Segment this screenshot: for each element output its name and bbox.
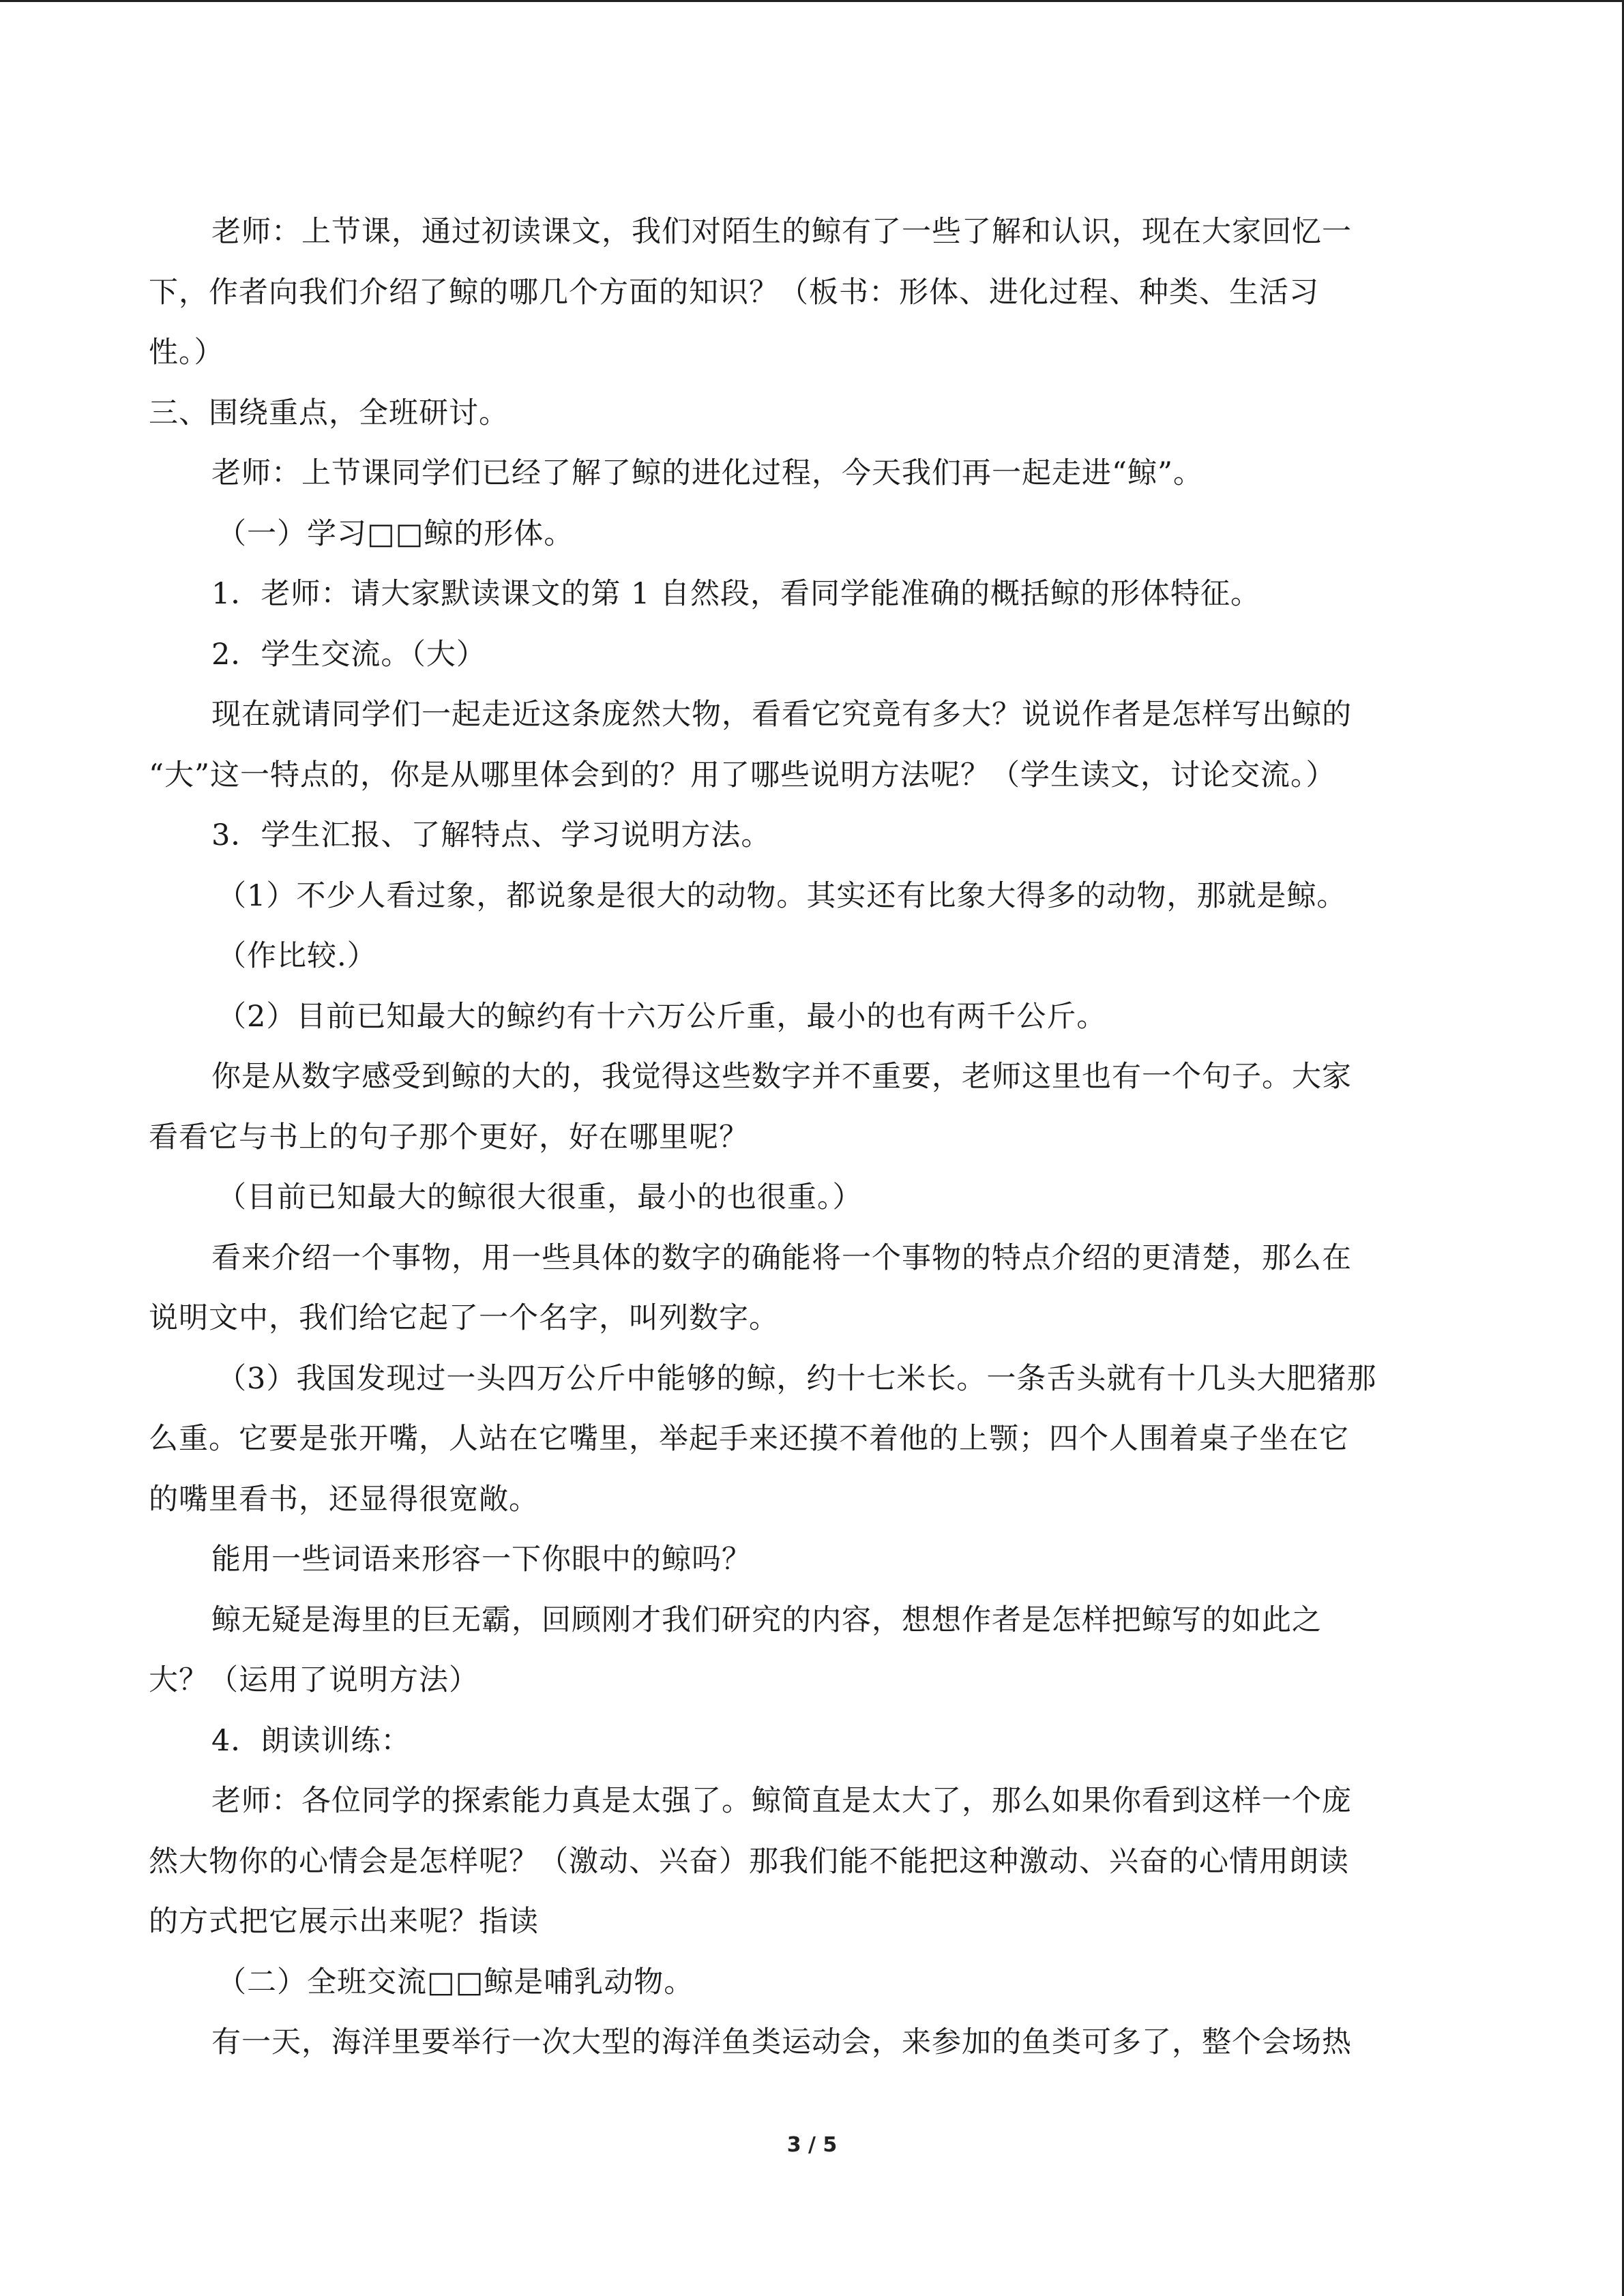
paragraph-line: 看来介绍一个事物，用一些具体的数字的确能将一个事物的特点介绍的更清楚，那么在	[211, 1240, 1352, 1275]
paragraph-line: 大？（运用了说明方法）	[149, 1663, 479, 1697]
paragraph-line: 的方式把它展示出来呢？指读	[149, 1905, 539, 1939]
paragraph-line: （1）不少人看过象，都说象是很大的动物。其实还有比象大得多的动物，那就是鲸。	[217, 878, 1347, 913]
page-number: 3 / 5	[786, 2133, 838, 2157]
paragraph-line: （目前已知最大的鲸很大很重，最小的也很重。）	[217, 1180, 863, 1214]
paragraph-line: （作比较.）	[217, 939, 377, 973]
paragraph-line: 说明文中，我们给它起了一个名字，叫列数字。	[149, 1301, 779, 1335]
paragraph-line: 3．学生汇报、了解特点、学习说明方法。	[211, 818, 771, 852]
paragraph-line: 2．学生交流。（大）	[211, 637, 486, 672]
paragraph-line: 的嘴里看书，还显得很宽敞。	[149, 1482, 539, 1517]
paragraph-line: 你是从数字感受到鲸的大的，我觉得这些数字并不重要，老师这里也有一个句子。大家	[211, 1060, 1352, 1094]
paragraph-line: 鲸无疑是海里的巨无霸，回顾刚才我们研究的内容，想想作者是怎样把鲸写的如此之	[211, 1602, 1322, 1637]
paragraph-line: 4．朗读训练：	[211, 1723, 411, 1758]
paragraph-line: 性。）	[149, 336, 224, 370]
paragraph-line: 老师：上节课同学们已经了解了鲸的进化过程，今天我们再一起走进“鲸”。	[211, 456, 1203, 490]
document-body	[149, 202, 1486, 2073]
paragraph-line: “大”这一特点的，你是从哪里体会到的？用了哪些说明方法呢？（学生读文，讨论交流。）	[149, 758, 1336, 792]
section-heading: 三、围绕重点，全班研讨。	[149, 396, 509, 430]
paragraph-line: 然大物你的心情会是怎样呢？（激动、兴奋）那我们能不能把这种激动、兴奋的心情用朗读	[149, 1844, 1349, 1879]
paragraph-line: 么重。它要是张开嘴，人站在它嘴里，举起手来还摸不着他的上颚；四个人围着桌子坐在它	[149, 1422, 1349, 1456]
paragraph-line: 能用一些词语来形容一下你眼中的鲸吗？	[211, 1542, 752, 1577]
paragraph-line: 现在就请同学们一起走近这条庞然大物，看看它究竟有多大？说说作者是怎样写出鲸的	[211, 698, 1352, 732]
paragraph-line: 看看它与书上的句子那个更好，好在哪里呢？	[149, 1120, 749, 1154]
paragraph-line: （2）目前已知最大的鲸约有十六万公斤重，最小的也有两千公斤。	[217, 999, 1107, 1034]
subsection-heading: （一）学习□□鲸的形体。	[217, 516, 574, 551]
paragraph-line: 老师：各位同学的探索能力真是太强了。鲸简直是太大了，那么如果你看到这样一个庞	[211, 1784, 1352, 1818]
subsection-heading: （二）全班交流□□鲸是哺乳动物。	[217, 1965, 694, 1999]
paragraph-line: 老师：上节课，通过初读课文，我们对陌生的鲸有了一些了解和认识，现在大家回忆一	[211, 215, 1352, 249]
top-border	[0, 0, 1624, 2]
paragraph-line: （3）我国发现过一头四万公斤中能够的鲸，约十七米长。一条舌头就有十几头大肥猪那	[217, 1361, 1377, 1396]
paragraph-line: 下，作者向我们介绍了鲸的哪几个方面的知识？（板书：形体、进化过程、种类、生活习	[149, 275, 1319, 310]
paragraph-line: 1．老师：请大家默读课文的第 1 自然段，看同学能准确的概括鲸的形体特征。	[211, 577, 1261, 611]
paragraph-line: 有一天，海洋里要举行一次大型的海洋鱼类运动会，来参加的鱼类可多了，整个会场热	[211, 2025, 1352, 2059]
